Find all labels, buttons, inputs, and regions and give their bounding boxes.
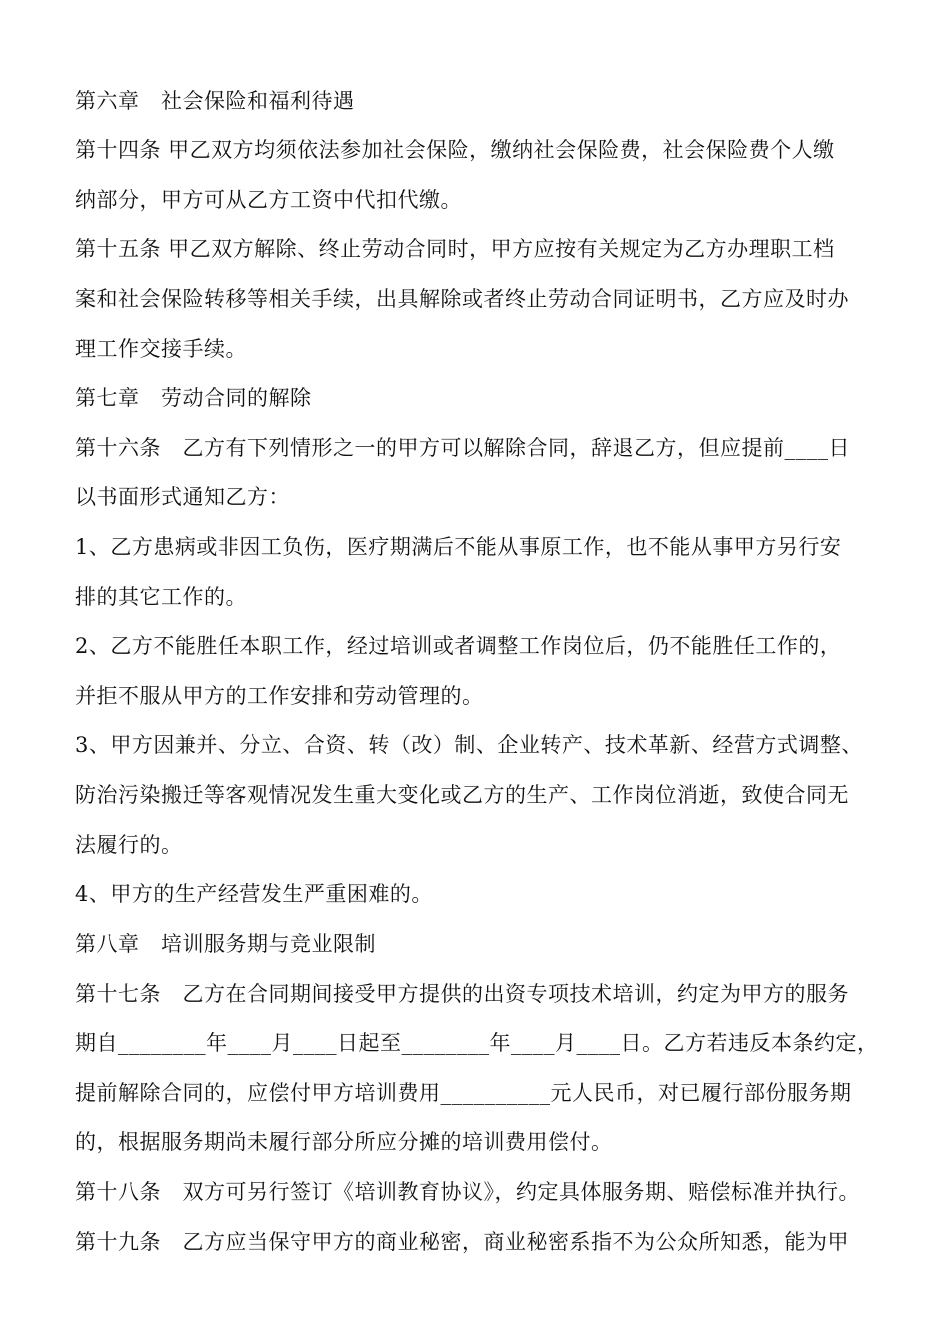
article-16-line-1: 第十六条 乙方有下列情形之一的甲方可以解除合同，辞退乙方，但应提前____日 bbox=[75, 436, 851, 460]
article-16-line-2: 以书面形式通知乙方： bbox=[75, 485, 290, 509]
item-3-line-2: 防治污染搬迁等客观情况发生重大变化或乙方的生产、工作岗位消逝，致使合同无 bbox=[75, 783, 849, 807]
chapter-6-heading: 第六章 社会保险和福利待遇 bbox=[75, 89, 355, 113]
article-15-line-1: 第十五条 甲乙双方解除、终止劳动合同时，甲方应按有关规定为乙方办理职工档 bbox=[75, 237, 835, 261]
article-17-line-3: 提前解除合同的，应偿付甲方培训费用__________元人民币，对已履行部份服务期 bbox=[75, 1081, 852, 1105]
article-14-line-1: 第十四条 甲乙双方均须依法参加社会保险，缴纳社会保险费，社会保险费个人缴 bbox=[75, 138, 835, 162]
article-15-line-3: 理工作交接手续。 bbox=[75, 337, 247, 361]
article-18-line-1: 第十八条 双方可另行签订《培训教育协议》，约定具体服务期、赔偿标准并执行。 bbox=[75, 1180, 861, 1204]
article-19-line-1: 第十九条 乙方应当保守甲方的商业秘密，商业秘密系指不为公众所知悉，能为甲 bbox=[75, 1230, 850, 1254]
chapter-8-heading: 第八章 培训服务期与竞业限制 bbox=[75, 932, 377, 956]
item-1-line-2: 排的其它工作的。 bbox=[75, 585, 247, 609]
item-3-line-3: 法履行的。 bbox=[75, 833, 183, 857]
article-17-line-1: 第十七条 乙方在合同期间接受甲方提供的出资专项技术培训，约定为甲方的服务 bbox=[75, 982, 850, 1006]
article-15-line-2: 案和社会保险转移等相关手续，出具解除或者终止劳动合同证明书，乙方应及时办 bbox=[75, 287, 849, 311]
item-1-line-1: 1、乙方患病或非因工负伤，医疗期满后不能从事原工作，也不能从事甲方另行安 bbox=[75, 535, 842, 559]
article-14-line-2: 纳部分，甲方可从乙方工资中代扣代缴。 bbox=[75, 188, 462, 212]
item-2-line-2: 并拒不服从甲方的工作安排和劳动管理的。 bbox=[75, 684, 484, 708]
article-17-line-4: 的，根据服务期尚未履行部分所应分摊的培训费用偿付。 bbox=[75, 1130, 613, 1154]
item-3-line-1: 3、甲方因兼并、分立、合资、转（改）制、企业转产、技术革新、经营方式调整、 bbox=[75, 733, 863, 757]
article-17-line-2: 期自________年____月____日起至________年____月____日。乙方若违反本条约定， bbox=[75, 1031, 879, 1055]
item-2-line-1: 2、乙方不能胜任本职工作，经过培训或者调整工作岗位后，仍不能胜任工作的， bbox=[75, 634, 842, 658]
chapter-7-heading: 第七章 劳动合同的解除 bbox=[75, 386, 312, 410]
item-4-line-1: 4、甲方的生产经营发生严重困难的。 bbox=[75, 882, 433, 906]
